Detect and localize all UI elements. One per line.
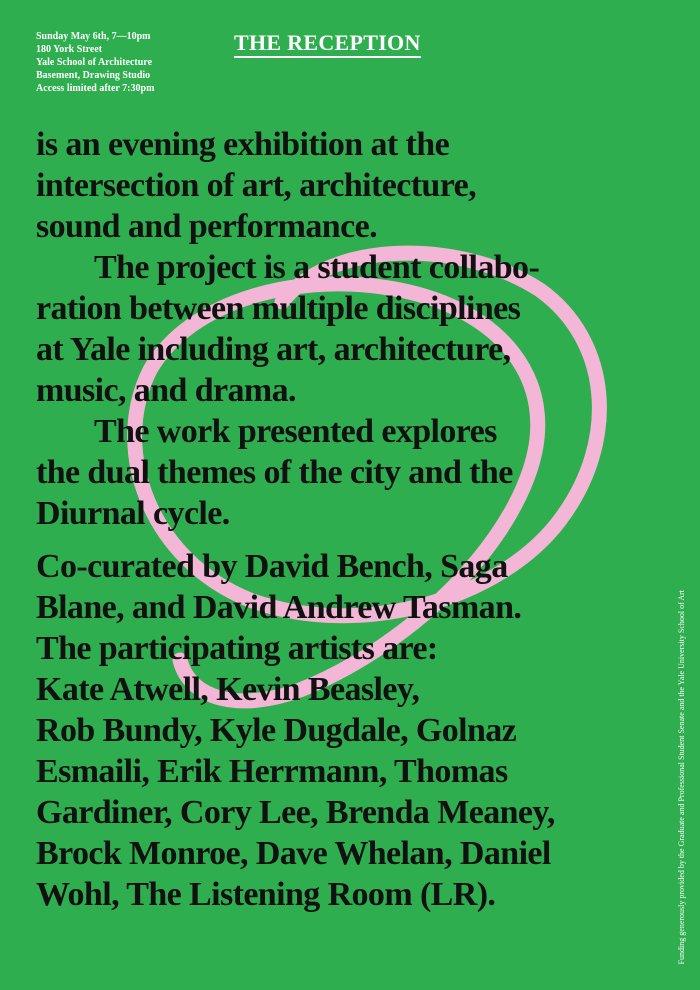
- poster-title: THE RECEPTION: [234, 30, 421, 58]
- text-line: intersection of art, architecture,: [36, 167, 477, 204]
- text-line: Brock Monroe, Dave Whelan, Daniel: [36, 835, 551, 872]
- text-line: Wohl, The Listening Room (LR).: [36, 876, 496, 913]
- text-line: Gardiner, Cory Lee, Brenda Meaney,: [36, 794, 555, 831]
- event-date: Sunday May 6th, 7—10pm: [36, 31, 151, 42]
- funding-credit: Funding generously provided by the Graduate and Professional Student Senate and the Yale University School of Art: [677, 589, 686, 964]
- text-line: Co-curated by David Bench, Saga: [36, 548, 508, 585]
- text-line: sound and performance.: [36, 208, 377, 245]
- text-line: is an evening exhibition at the: [36, 126, 450, 163]
- text-line: The work presented explores: [94, 413, 497, 450]
- paragraph-intro: [36, 124, 666, 247]
- text-line: Diurnal cycle.: [36, 495, 230, 532]
- poster-body: [36, 124, 666, 915]
- event-venue: Yale School of Architecture: [36, 57, 153, 68]
- event-room: Basement, Drawing Studio: [36, 70, 151, 81]
- paragraph-themes: [36, 411, 666, 534]
- text-line: music, and drama.: [36, 372, 296, 409]
- text-line: Esmaili, Erik Herrmann, Thomas: [36, 753, 508, 790]
- text-line: the dual themes of the city and the: [36, 454, 513, 491]
- text-line: at Yale including art, architecture,: [36, 331, 511, 368]
- event-access-note: Access limited after 7:30pm: [36, 83, 155, 94]
- paragraph-project: [36, 247, 666, 411]
- text-line: Blane, and David Andrew Tasman.: [36, 589, 522, 626]
- text-line: Kate Atwell, Kevin Beasley,: [36, 671, 420, 708]
- text-line: The project is a student collabo-: [94, 249, 540, 286]
- text-line: Rob Bundy, Kyle Dugdale, Golnaz: [36, 712, 517, 749]
- text-line: ration between multiple disciplines: [36, 290, 521, 327]
- text-line: The participating artists are:: [36, 630, 438, 667]
- event-address: 180 York Street: [36, 44, 103, 55]
- event-info: [36, 30, 154, 95]
- paragraph-artists: [36, 546, 666, 915]
